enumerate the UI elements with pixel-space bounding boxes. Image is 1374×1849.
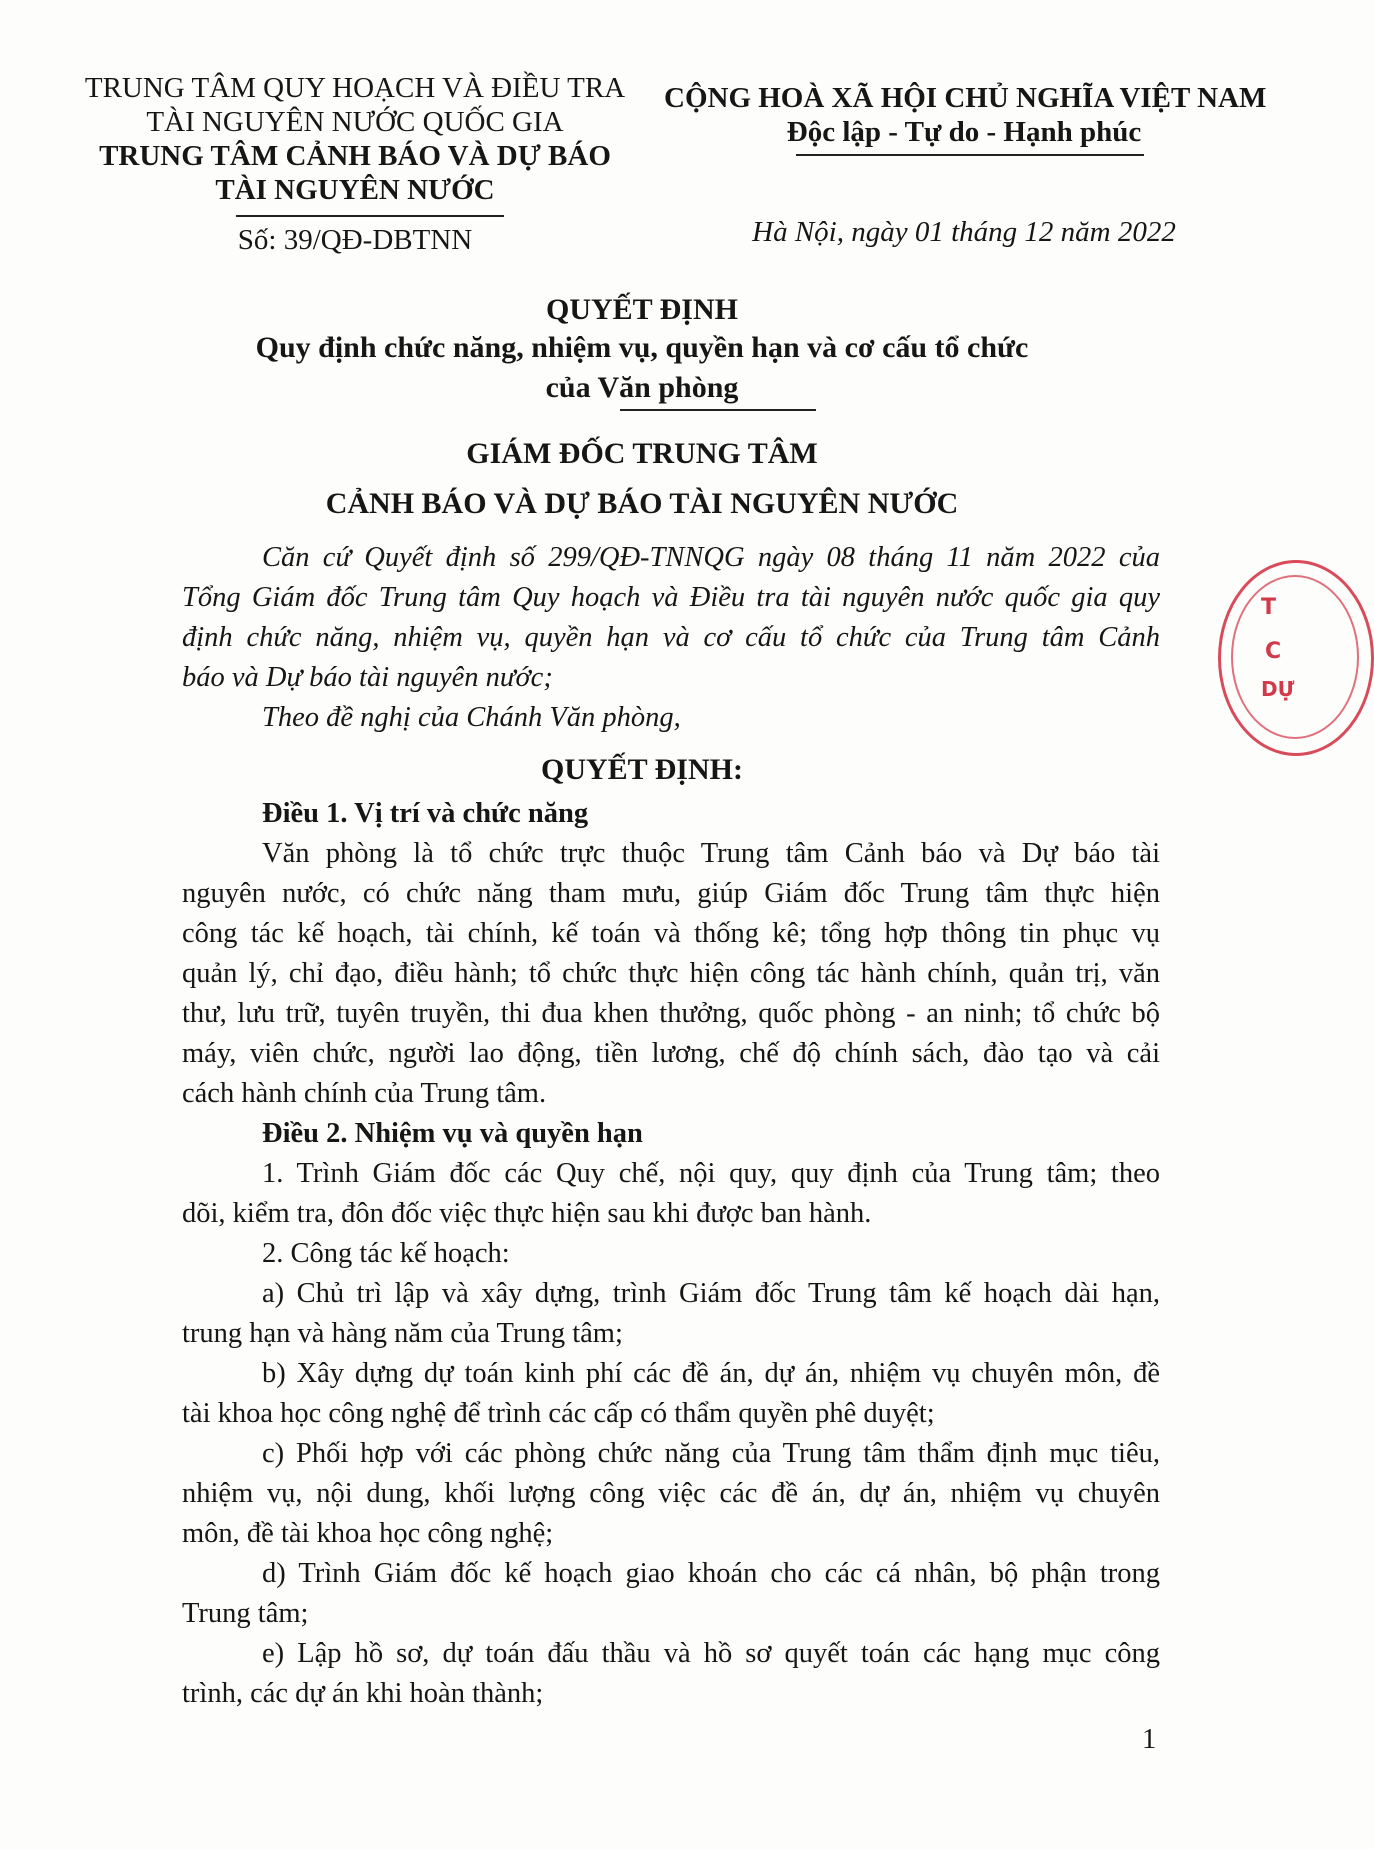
nation-title: CỘNG HOÀ XÃ HỘI CHỦ NGHĨA VIỆT NAM — [664, 82, 1267, 114]
article-2-heading: Điều 2. Nhiệm vụ và quyền hạn — [262, 1118, 643, 1149]
national-motto: Độc lập - Tự do - Hạnh phúc — [786, 116, 1142, 148]
authority-line-2: CẢNH BÁO VÀ DỰ BÁO TÀI NGUYÊN NƯỚC — [325, 487, 959, 520]
item-2e-line: e) Lập hồ sơ, dự toán đấu thầu và hồ sơ quyết toán các hạng mục công — [262, 1638, 1160, 1669]
official-seal — [1218, 560, 1374, 756]
article-1-line: cách hành chính của Trung tâm. — [182, 1078, 547, 1109]
item-2c-line: c) Phối hợp với các phòng chức năng của Trung tâm thẩm định mục tiêu, — [262, 1438, 1160, 1469]
article-1-line: thư, lưu trữ, tuyên truyền, thi đua khen thưởng, quốc phòng - an ninh; tổ chức bộ — [182, 998, 1160, 1029]
page-number: 1 — [1142, 1724, 1157, 1755]
seal-letter: DỰ — [1261, 677, 1295, 701]
motto-underline — [796, 154, 1144, 156]
document-number: Số: 39/QĐ-DBTNN — [237, 224, 473, 256]
decide-heading: QUYẾT ĐỊNH: — [541, 753, 743, 786]
seal-letter: C — [1265, 639, 1282, 664]
item-2b-line: b) Xây dựng dự toán kinh phí các đề án, dự án, nhiệm vụ chuyên môn, đề — [262, 1358, 1160, 1389]
authority-line-1: GIÁM ĐỐC TRUNG TÂM — [466, 437, 818, 470]
issue-date: Hà Nội, ngày 01 tháng 12 năm 2022 — [752, 216, 1176, 248]
item-2d-line: Trung tâm; — [182, 1598, 309, 1629]
basis-line-1: Căn cứ Quyết định số 299/QĐ-TNNQG ngày 08 tháng 11 năm 2022 của — [262, 542, 1160, 573]
item-2c-line: nhiệm vụ, nội dung, khối lượng công việc các đề án, dự án, nhiệm vụ chuyên — [182, 1478, 1160, 1509]
item-2b-line: tài khoa học công nghệ để trình các cấp có thẩm quyền phê duyệt; — [182, 1398, 935, 1429]
item-2e-line: trình, các dự án khi hoàn thành; — [182, 1678, 544, 1709]
proposal-line: Theo đề nghị của Chánh Văn phòng, — [262, 702, 681, 733]
basis-line-4: báo và Dự báo tài nguyên nước; — [182, 662, 553, 693]
article-1-heading: Điều 1. Vị trí và chức năng — [262, 798, 589, 829]
document-type: QUYẾT ĐỊNH — [546, 293, 738, 326]
item-2d-line: d) Trình Giám đốc kế hoạch giao khoán cho các cá nhân, bộ phận trong — [262, 1558, 1160, 1589]
item-2a-line: a) Chủ trì lập và xây dựng, trình Giám đốc Trung tâm kế hoạch dài hạn, — [262, 1278, 1160, 1309]
subject-line-2: của Văn phòng — [545, 371, 739, 404]
article-1-line: công tác kế hoạch, tài chính, kế toán và thống kê; tổng hợp thông tin phục vụ — [182, 918, 1160, 949]
article-1-line: Văn phòng là tổ chức trực thuộc Trung tâm Cảnh báo và Dự báo tài — [262, 838, 1160, 869]
org-underline — [236, 215, 504, 217]
item-2-heading: 2. Công tác kế hoạch: — [262, 1238, 510, 1269]
subject-line-1: Quy định chức năng, nhiệm vụ, quyền hạn và cơ cấu tổ chức — [255, 331, 1029, 364]
org-line-2: TÀI NGUYÊN NƯỚC QUỐC GIA — [146, 106, 564, 138]
seal-letter: T — [1261, 595, 1277, 620]
org-line-3: TRUNG TÂM CẢNH BÁO VÀ DỰ BÁO — [99, 140, 611, 172]
article-1-line: quản lý, chỉ đạo, điều hành; tổ chức thực hiện công tác hành chính, quản trị, văn — [182, 958, 1160, 989]
org-line-1: TRUNG TÂM QUY HOẠCH VÀ ĐIỀU TRA — [84, 72, 626, 104]
basis-line-2: Tổng Giám đốc Trung tâm Quy hoạch và Điều tra tài nguyên nước quốc gia quy — [182, 582, 1160, 613]
subject-underline — [620, 409, 816, 411]
seal-inner-ring — [1231, 575, 1359, 739]
org-line-4: TÀI NGUYÊN NƯỚC — [215, 174, 495, 206]
item-1-line: dõi, kiểm tra, đôn đốc việc thực hiện sau khi được ban hành. — [182, 1198, 872, 1229]
article-1-line: máy, viên chức, người lao động, tiền lương, chế độ chính sách, đào tạo và cải — [182, 1038, 1160, 1069]
item-2c-line: môn, đề tài khoa học công nghệ; — [182, 1518, 554, 1549]
item-2a-line: trung hạn và hàng năm của Trung tâm; — [182, 1318, 623, 1349]
item-1-line: 1. Trình Giám đốc các Quy chế, nội quy, quy định của Trung tâm; theo — [262, 1158, 1160, 1189]
basis-line-3: định chức năng, nhiệm vụ, quyền hạn và cơ cấu tổ chức của Trung tâm Cảnh — [182, 622, 1160, 653]
article-1-line: nguyên nước, có chức năng tham mưu, giúp Giám đốc Trung tâm thực hiện — [182, 878, 1160, 909]
